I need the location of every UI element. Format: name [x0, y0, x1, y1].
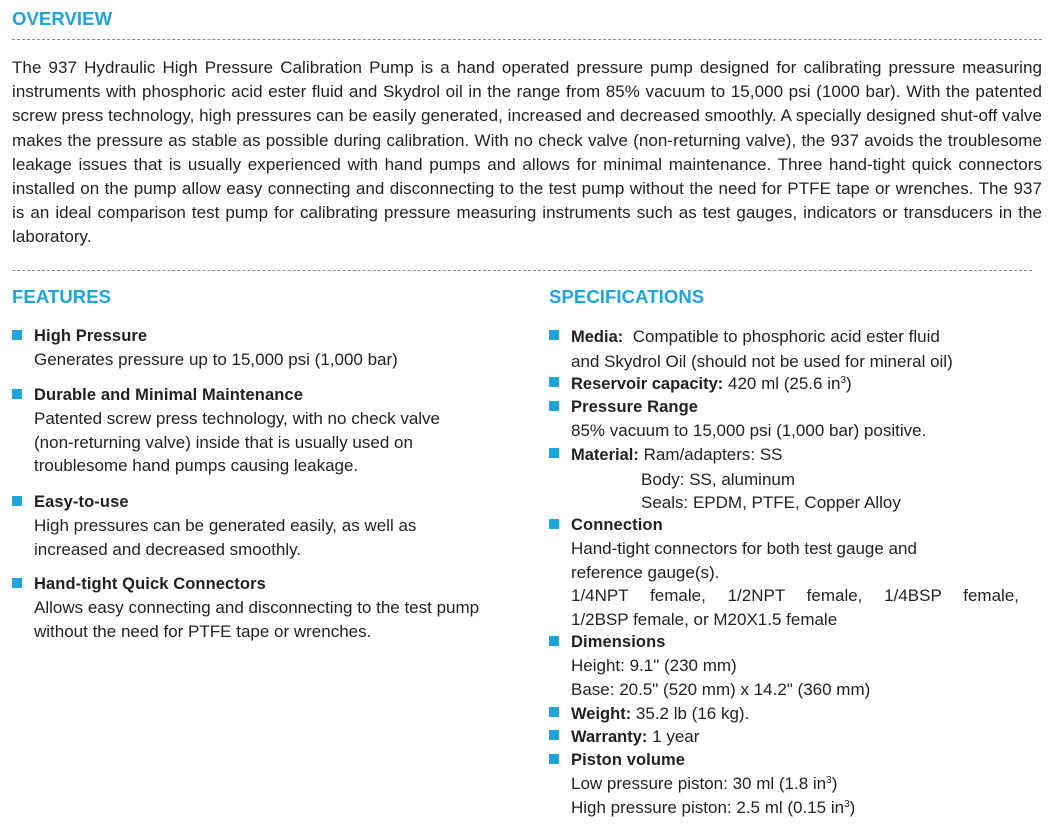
spec-value: 85% vacuum to 15,000 psi (1,000 bar) positive.: [571, 421, 927, 440]
spec-value: 1/4NPT female, 1/2NPT female, 1/4BSP female,: [571, 586, 1019, 605]
bullet-square-icon: [549, 636, 559, 646]
bullet-square-icon: [549, 707, 559, 717]
spec-value: ): [849, 797, 856, 817]
spec-connection: [549, 514, 1019, 631]
overview-divider: [12, 39, 1042, 40]
spec-label: Media:: [571, 328, 624, 346]
bullet-square-icon: [12, 496, 22, 506]
spec-value: 1/2BSP female, or M20X1.5 female: [571, 609, 838, 629]
bullet-square-icon: [12, 578, 22, 588]
bullet-square-icon: [549, 330, 559, 340]
feature-item: [12, 573, 484, 643]
feature-desc: Generates pressure up to 15,000 psi (1,000 bar): [34, 350, 398, 369]
spec-value: reference gauge(s).: [571, 562, 720, 582]
spec-value: 420 ml (25.6 in: [727, 374, 841, 393]
feature-item: [12, 384, 484, 478]
spec-label: Connection: [571, 516, 663, 534]
features-list: [12, 325, 480, 705]
spec-value: Body: SS, aluminum: [641, 469, 796, 489]
bullet-square-icon: [549, 377, 559, 387]
spec-value: ): [831, 774, 838, 793]
specifications-heading: SPECIFICATIONS: [549, 286, 705, 307]
bullet-square-icon: [549, 730, 559, 740]
spec-value: High pressure piston: 2.5 ml (0.15 in: [571, 797, 845, 817]
bullet-square-icon: [549, 448, 559, 458]
spec-label: Piston volume: [571, 751, 686, 769]
feature-item: [12, 325, 484, 372]
spec-value: Compatible to phosphoric acid ester fluid: [632, 327, 940, 346]
section-divider: [12, 270, 1032, 271]
spec-pressure-range: [549, 396, 1019, 443]
bullet-square-icon: [549, 401, 559, 411]
spec-label: Weight:: [571, 705, 632, 723]
spec-value: Seals: EPDM, PTFE, Copper Alloy: [641, 493, 901, 512]
bullet-square-icon: [12, 389, 22, 399]
feature-desc: High pressures can be generated easily, as well as increased and decreased smoothly.: [34, 516, 417, 559]
spec-label: Pressure Range: [571, 398, 699, 416]
spec-label: Warranty:: [571, 728, 648, 746]
bullet-square-icon: [549, 754, 559, 764]
spec-value: Ram/adapters: SS: [643, 445, 783, 464]
bullet-square-icon: [12, 330, 22, 340]
superscript: 3: [844, 798, 850, 810]
features-heading: FEATURES: [12, 286, 112, 307]
spec-weight: [549, 702, 1019, 727]
spec-value: Low pressure piston: 30 ml (1.8 in: [571, 774, 827, 793]
superscript: 3: [826, 775, 832, 786]
feature-title: Hand-tight Quick Connectors: [34, 575, 266, 593]
feature-desc: Allows easy connecting and disconnecting to the test pump without the need for PTFE tape or wrenches.: [34, 598, 480, 641]
feature-item: [12, 491, 484, 561]
superscript: 3: [840, 375, 846, 386]
spec-value: and Skydrol Oil (should not be used for mineral oil): [571, 351, 953, 371]
feature-title: Easy-to-use: [34, 493, 129, 511]
spec-piston-volume: [549, 749, 1019, 819]
spec-value: 1 year: [652, 727, 700, 746]
spec-value: ): [846, 374, 852, 393]
spec-warranty: [549, 725, 1019, 750]
spec-reservoir: [549, 372, 1019, 397]
bullet-square-icon: [549, 519, 559, 529]
spec-value: Height: 9.1" (230 mm): [571, 656, 737, 675]
overview-paragraph: The 937 Hydraulic High Pressure Calibration Pump is a hand operated pressure pump designed for calibrating pressure measuring instruments with phosphoric acid ester fluid and Skydrol oil in the range from 85% vacuum to 15,000 psi (1000 bar). With the patented screw press technology, high pressures can be easily generated, increased and decreased smoothly. A specially designed shut-off valve makes the pressure as stable as possible during calibration. With no check valve (non-returning valve), the 937 avoids the troublesome leakage issues that is usually experienced with hand pumps and allows for minimal maintenance. Three hand-tight quick connectors installed on the pump allow easy connecting and disconnecting to the test pump without the need for PTFE tape or wrenches. The 937 is an ideal comparison test pump for calibrating pressure measuring instruments such as test gauges, indicators or transducers in the laboratory.: [12, 58, 1042, 247]
spec-media: [549, 325, 1019, 373]
spec-value: Base: 20.5" (520 mm) x 14.2" (360 mm): [571, 679, 871, 699]
feature-desc: Patented screw press technology, with no check valve (non-returning valve) inside that is usually used on troublesome hand pumps causing leakage.: [34, 409, 441, 475]
spec-value: 35.2 lb (16 kg).: [635, 704, 750, 723]
spec-label: Reservoir capacity:: [571, 375, 724, 393]
specifications-list: [549, 325, 1019, 825]
feature-title: Durable and Minimal Maintenance: [34, 386, 303, 404]
spec-dimensions: [549, 631, 1019, 701]
overview-heading: OVERVIEW: [12, 8, 113, 29]
spec-label: Dimensions: [571, 633, 666, 651]
feature-title: High Pressure: [34, 327, 148, 345]
spec-label: Material:: [571, 446, 639, 464]
spec-value: Hand-tight connectors for both test gauge and: [571, 539, 917, 558]
spec-material: [549, 443, 1019, 515]
